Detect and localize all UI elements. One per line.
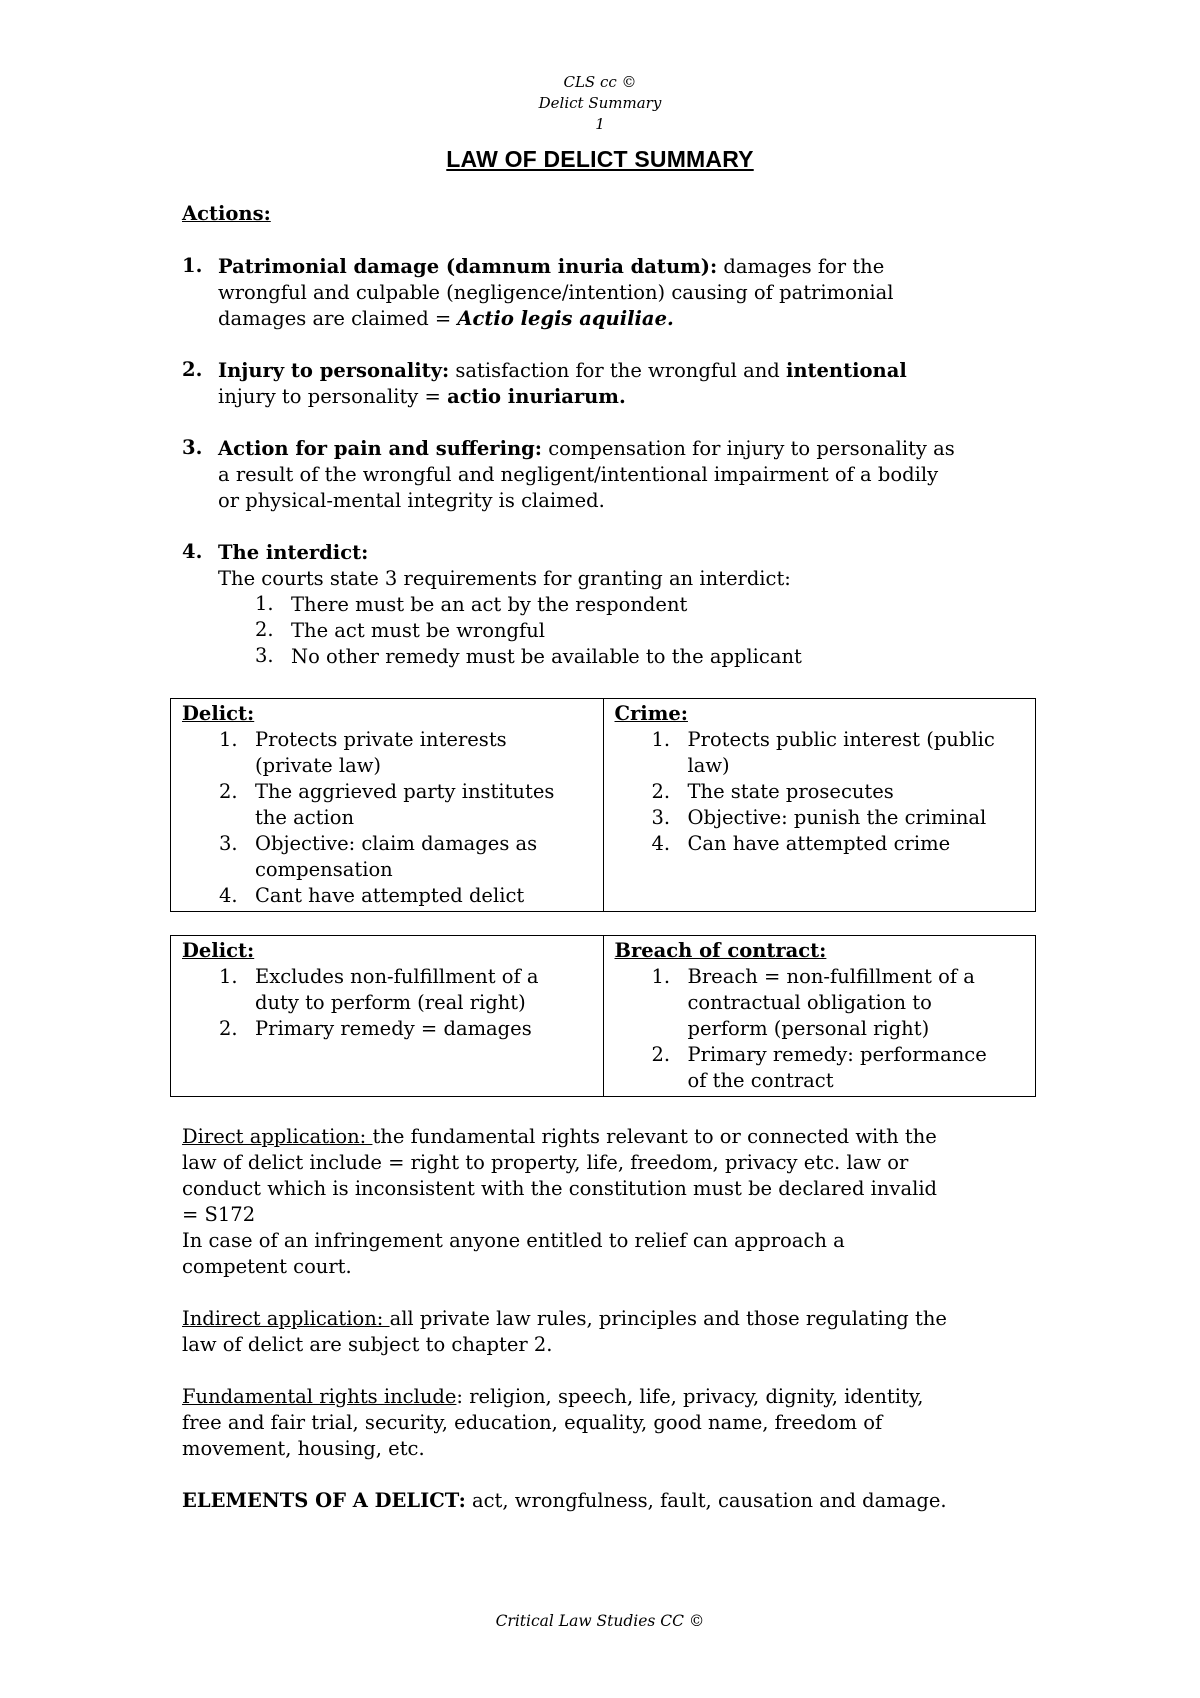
action-2-number: 2. bbox=[182, 358, 203, 381]
interdict-req-3-number: 3. bbox=[255, 644, 274, 667]
item-number: 1. bbox=[651, 965, 671, 988]
actions-heading: Actions: bbox=[182, 202, 271, 225]
fundamental-line-1 bbox=[182, 1384, 1042, 1410]
item-number: 3. bbox=[651, 806, 671, 829]
item-line: contractual obligation to bbox=[687, 991, 932, 1014]
item-line: The aggrieved party institutes bbox=[255, 780, 555, 803]
item-number: 2. bbox=[219, 1017, 238, 1040]
delict-column bbox=[171, 699, 604, 912]
action-2-line-2 bbox=[218, 384, 626, 410]
item-line: law) bbox=[687, 754, 730, 777]
page-title: LAW OF DELICT SUMMARY bbox=[446, 146, 754, 172]
action-4-number: 4. bbox=[182, 540, 203, 563]
action-1-text-3: damages are claimed = bbox=[218, 307, 458, 330]
action-2-text: satisfaction for the wrongful and bbox=[449, 359, 786, 382]
crime-column-heading: Crime: bbox=[614, 702, 688, 725]
item-line: Excludes non-fulfillment of a bbox=[255, 965, 539, 988]
direct-line: law of delict include = right to property, life, freedom, privacy etc. law or bbox=[182, 1151, 909, 1174]
indirect-line-1 bbox=[182, 1306, 1042, 1332]
interdict-req-3: No other remedy must be available to the applicant bbox=[291, 645, 802, 668]
item-line: perform (personal right) bbox=[687, 1017, 930, 1040]
action-1-line-1 bbox=[218, 254, 884, 280]
action-2-line-1 bbox=[218, 358, 907, 384]
action-3-line-2: a result of the wrongful and negligent/intentional impairment of a bodily bbox=[218, 463, 939, 486]
item-number: 3. bbox=[219, 832, 238, 855]
fundamental-text: : religion, speech, life, privacy, dignity, identity, bbox=[456, 1385, 924, 1408]
direct-line: competent court. bbox=[182, 1255, 352, 1278]
item-line: compensation bbox=[255, 858, 393, 881]
direct-line: = S172 bbox=[182, 1203, 256, 1226]
interdict-req-1-number: 1. bbox=[255, 592, 274, 615]
delict-vs-crime-table bbox=[170, 698, 1036, 912]
item-line: Protects private interests bbox=[255, 728, 507, 751]
action-1-remedy: Actio legis aquiliae. bbox=[457, 307, 674, 330]
item-line: Breach = non-fulfillment of a bbox=[687, 965, 975, 988]
elements-label: ELEMENTS OF A DELICT: bbox=[182, 1489, 466, 1512]
delict-item bbox=[182, 831, 593, 883]
action-3-text: compensation for injury to personality as bbox=[542, 437, 955, 460]
elements-text: act, wrongfulness, fault, causation and damage. bbox=[465, 1489, 947, 1512]
delict-item bbox=[182, 883, 593, 909]
action-3-line-1 bbox=[218, 436, 955, 462]
action-2-text-2: injury to personality = bbox=[218, 385, 448, 408]
item-line: the action bbox=[255, 806, 355, 829]
contract-item bbox=[615, 964, 1026, 1042]
item-line: The state prosecutes bbox=[687, 780, 894, 803]
direct-application-label: Direct application: bbox=[182, 1125, 373, 1148]
crime-item bbox=[615, 831, 1026, 857]
action-1-line-3 bbox=[218, 306, 674, 332]
direct-line: conduct which is inconsistent with the constitution must be declared invalid bbox=[182, 1177, 938, 1200]
item-line: duty to perform (real right) bbox=[255, 991, 526, 1014]
elements-paragraph bbox=[182, 1488, 1042, 1514]
direct-application-paragraph bbox=[182, 1124, 1042, 1280]
direct-text: the fundamental rights relevant to or connected with the bbox=[372, 1125, 937, 1148]
crime-item bbox=[615, 805, 1026, 831]
fundamental-line: free and fair trial, security, education, equality, good name, freedom of bbox=[182, 1411, 883, 1434]
item-line: (private law) bbox=[255, 754, 382, 777]
action-2-intentional: intentional bbox=[785, 359, 907, 382]
direct-line-1 bbox=[182, 1124, 1042, 1150]
delict-column-heading-2: Delict: bbox=[182, 939, 255, 962]
item-line: Primary remedy: performance bbox=[687, 1043, 987, 1066]
fundamental-rights-paragraph bbox=[182, 1384, 1042, 1462]
item-line: of the contract bbox=[687, 1069, 834, 1092]
indirect-application-paragraph bbox=[182, 1306, 1042, 1358]
crime-column bbox=[603, 699, 1036, 912]
delict-item bbox=[182, 964, 593, 1016]
indirect-application-label: Indirect application: bbox=[182, 1307, 390, 1330]
item-number: 2. bbox=[219, 780, 238, 803]
item-line: Cant have attempted delict bbox=[255, 884, 525, 907]
item-number: 1. bbox=[219, 965, 238, 988]
crime-item bbox=[615, 779, 1026, 805]
delict-item bbox=[182, 779, 593, 831]
item-number: 4. bbox=[219, 884, 238, 907]
item-number: 1. bbox=[219, 728, 238, 751]
action-4-heading-text: The interdict: bbox=[218, 541, 369, 564]
interdict-req-2: The act must be wrongful bbox=[291, 619, 546, 642]
item-number: 2. bbox=[651, 1043, 671, 1066]
delict-item bbox=[182, 1016, 593, 1042]
action-1-line-2: wrongful and culpable (negligence/intention) causing of patrimonial bbox=[218, 281, 894, 304]
item-number: 2. bbox=[651, 780, 671, 803]
page-header bbox=[0, 72, 1200, 135]
delict-column-heading: Delict: bbox=[182, 702, 255, 725]
fundamental-line: movement, housing, etc. bbox=[182, 1437, 425, 1460]
item-line: Primary remedy = damages bbox=[255, 1017, 532, 1040]
item-line: Objective: claim damages as bbox=[255, 832, 538, 855]
item-line: Can have attempted crime bbox=[687, 832, 951, 855]
item-number: 1. bbox=[651, 728, 671, 751]
action-3-heading: Action for pain and suffering: bbox=[218, 437, 542, 460]
action-3-line-3: or physical-mental integrity is claimed. bbox=[218, 489, 605, 512]
indirect-line: law of delict are subject to chapter 2. bbox=[182, 1333, 553, 1356]
delict-vs-contract-table bbox=[170, 935, 1036, 1097]
crime-item bbox=[615, 727, 1026, 779]
action-1-text: damages for the bbox=[717, 255, 885, 278]
action-2-heading: Injury to personality: bbox=[218, 359, 450, 382]
page-footer: Critical Law Studies CC © bbox=[495, 1612, 705, 1630]
action-4-heading bbox=[218, 540, 368, 566]
action-1-number: 1. bbox=[182, 254, 203, 277]
action-2-remedy: actio inuriarum. bbox=[447, 385, 626, 408]
contract-column bbox=[603, 936, 1036, 1097]
item-line: Protects public interest (public bbox=[687, 728, 995, 751]
contract-column-heading: Breach of contract: bbox=[614, 939, 827, 962]
header-page-number: 1 bbox=[595, 115, 605, 133]
item-number: 4. bbox=[651, 832, 671, 855]
contract-item bbox=[615, 1042, 1026, 1094]
interdict-req-2-number: 2. bbox=[255, 618, 274, 641]
fundamental-rights-label: Fundamental rights include bbox=[182, 1385, 457, 1408]
indirect-text: all private law rules, principles and those regulating the bbox=[389, 1307, 947, 1330]
delict-column-2 bbox=[171, 936, 604, 1097]
header-doc-title: Delict Summary bbox=[538, 94, 662, 112]
delict-item bbox=[182, 727, 593, 779]
direct-line: In case of an infringement anyone entitled to relief can approach a bbox=[182, 1229, 845, 1252]
item-line: Objective: punish the criminal bbox=[687, 806, 987, 829]
interdict-req-1: There must be an act by the respondent bbox=[291, 593, 688, 616]
header-company: CLS cc © bbox=[563, 73, 637, 91]
action-3-number: 3. bbox=[182, 436, 203, 459]
action-4-intro: The courts state 3 requirements for granting an interdict: bbox=[218, 567, 791, 590]
action-1-heading: Patrimonial damage (damnum inuria datum): bbox=[218, 255, 718, 278]
